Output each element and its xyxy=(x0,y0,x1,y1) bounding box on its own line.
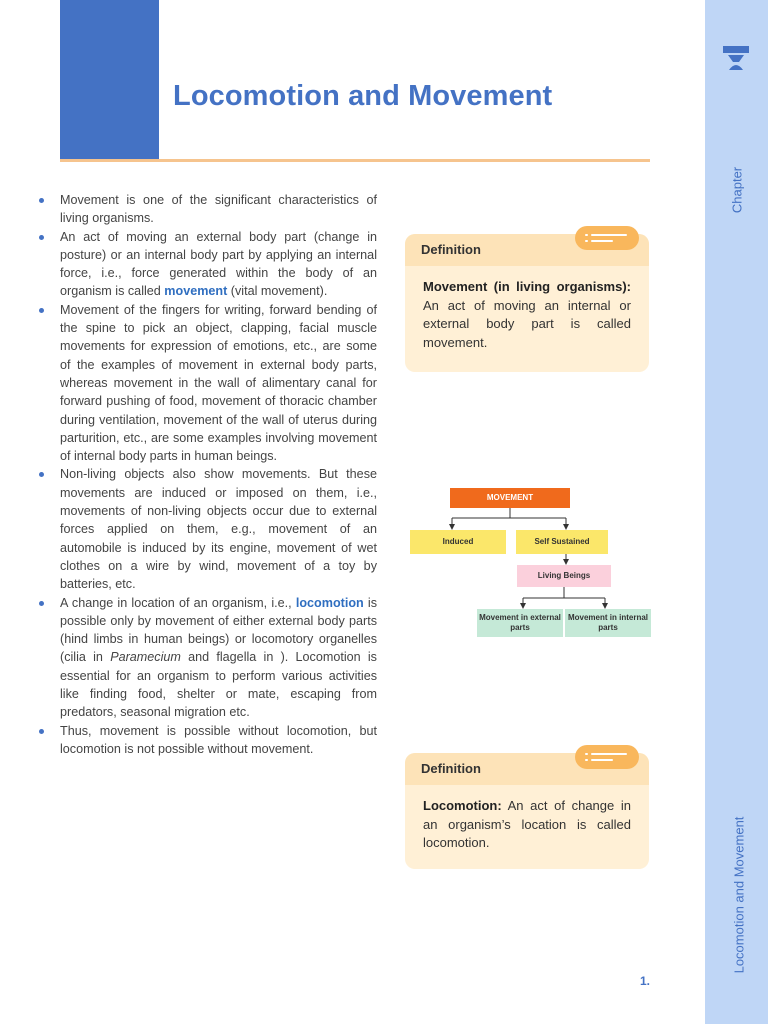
definition-heading: Definition xyxy=(405,234,649,266)
diagram-node-movement: MOVEMENT xyxy=(450,488,570,508)
definition-term: Locomotion: xyxy=(423,798,502,813)
definition-text: An act of moving an internal or external body part is called movement. xyxy=(423,297,631,350)
definition-text: An act of change in an organism’s location is called locomotion. xyxy=(423,798,631,850)
bullet-text: (vital movement). xyxy=(227,284,328,299)
header-accent-block xyxy=(60,0,159,160)
page-number: 1. xyxy=(640,974,651,988)
bullet-dot-icon xyxy=(39,729,44,734)
definition-card-locomotion xyxy=(405,753,649,869)
page-title: Locomotion and Movement xyxy=(173,80,553,112)
bullet-dot-icon xyxy=(39,235,44,240)
bullet-text: Movement is one of the significant characteristics of living organisms. xyxy=(60,193,377,226)
definition-term: Movement (in living organisms): xyxy=(423,279,631,294)
definition-heading: Definition xyxy=(405,753,649,785)
diagram-node-internal-parts: Movement in internal parts xyxy=(565,609,651,637)
term-locomotion: locomotion xyxy=(295,595,364,610)
bullet-text: and flagella in ). Locomotion is essential for an organism to perform various activities like finding food, shelter or mate, escaping from predators, seasonal migration etc. xyxy=(60,650,377,720)
bullet-text: A change in location of an organism, i.e., xyxy=(60,595,296,610)
note-tab-icon xyxy=(575,226,639,250)
bullet-item xyxy=(36,722,377,759)
bullet-item xyxy=(36,465,377,593)
sidebar-topic-label: Locomotion and Movement xyxy=(731,816,747,974)
note-tab-icon xyxy=(575,745,639,769)
bullet-dot-icon xyxy=(39,198,44,203)
bullet-item xyxy=(36,228,377,301)
diagram-node-living-beings: Living Beings xyxy=(517,565,611,587)
diagram-node-external-parts: Movement in external parts xyxy=(477,609,563,637)
diagram-node-self-sustained: Self Sustained xyxy=(516,530,608,554)
bullet-text: An act of moving an external body part (change in posture) or an internal body part by applying an internal force, i.e., force generated within the body of an organism is called xyxy=(60,229,377,299)
bullet-text: Thus, movement is possible without locomotion, but locomotion is not possible without movement. xyxy=(60,723,377,756)
definition-body xyxy=(405,785,649,869)
bullet-dot-icon xyxy=(39,472,44,477)
title-divider xyxy=(60,159,650,162)
bullet-text: is possible only by movement of either external body parts (hind limbs in human beings) or locomotory organelles (cilia in xyxy=(60,595,378,665)
bullet-item xyxy=(36,301,377,466)
definition-body xyxy=(405,266,649,368)
term-paramecium: Paramecium xyxy=(110,650,181,665)
bullet-item xyxy=(36,191,377,228)
bullet-dot-icon xyxy=(39,601,44,606)
diagram-node-induced: Induced xyxy=(410,530,506,554)
bullet-text: Non-living objects also show movements. But these movements are induced or imposed on them, i.e., movements of non-living objects occur due to external forces applied on them, e.g., movement of an automobile is induced by its engine, movement of wet clothes on a wire by wind, movement of a toy by batteries, etc. xyxy=(60,467,377,592)
sidebar-chapter-label: Chapter xyxy=(729,166,745,214)
bullet-item xyxy=(36,594,377,722)
bullet-dot-icon xyxy=(39,308,44,313)
term-movement: movement xyxy=(164,284,228,299)
content-bullet-list xyxy=(36,191,377,758)
bullet-text: Movement of the fingers for writing, forward bending of the spine to pick an object, clapping, facial muscle movements for expression of emotions, etc., are some of the examples of movement in external body parts, whereas movement in the wall of alimentary canal for forward pushing of food, movement of thoracic chamber during ventilation, movement of the wall of uterus during parturition, etc., are some examples involving movement of internal body parts in human beings. xyxy=(60,302,377,464)
movement-classification-diagram xyxy=(405,484,651,644)
definition-card-movement xyxy=(405,234,649,372)
pedestal-icon xyxy=(722,44,750,72)
